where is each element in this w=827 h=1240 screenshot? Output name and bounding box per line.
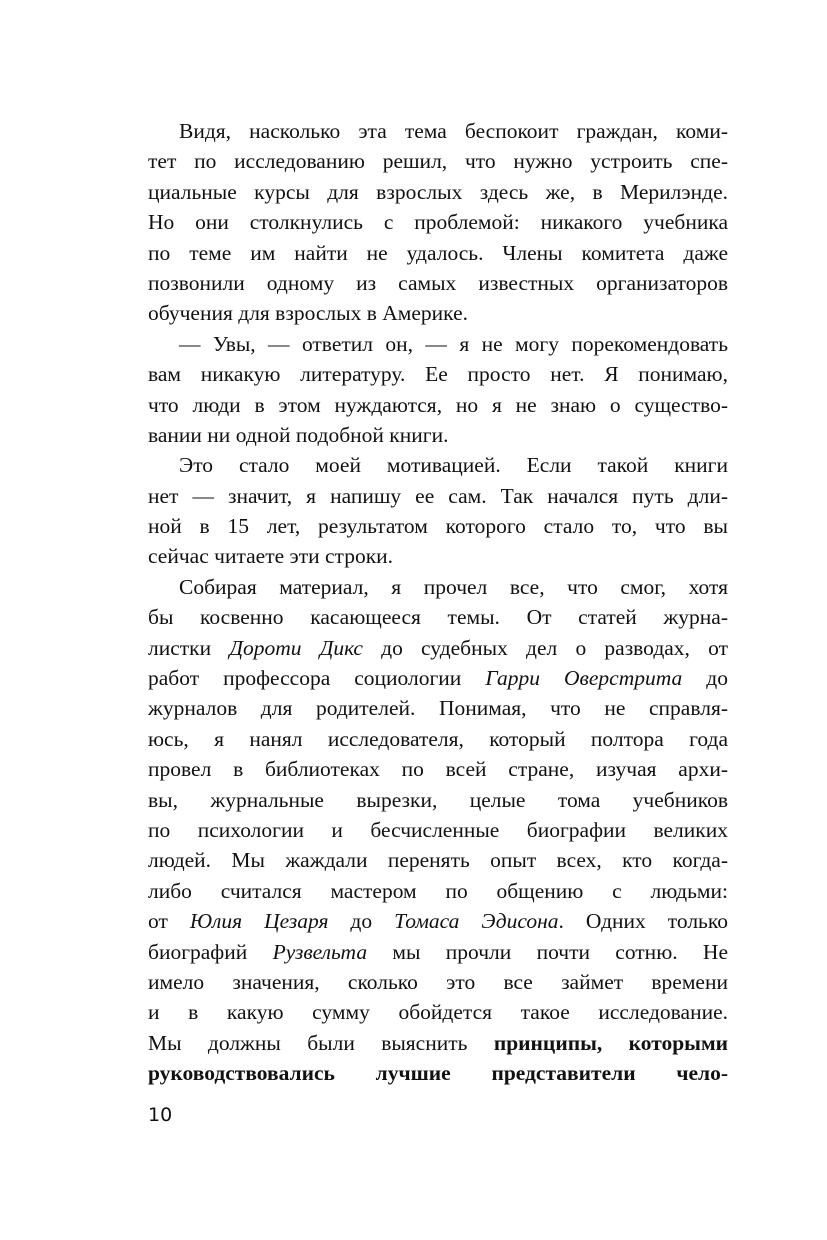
text-run: Мы должны были выяснить	[148, 1030, 494, 1055]
bold-phrase: руководствовались лучшие представители чело-	[148, 1061, 728, 1086]
text-run: до судебных дел о разводах, от	[362, 635, 728, 660]
text-run: циальные курсы для взрослых здесь же, в Мерилэнде.	[148, 179, 728, 204]
text-line	[148, 967, 728, 997]
text-run: работ профессора социологии	[148, 666, 486, 691]
text-line	[148, 1028, 728, 1058]
text-run: имело значения, сколько это все займет времени	[148, 969, 728, 994]
text-line	[148, 724, 728, 754]
text-run: нет — значит, я напишу ее сам. Так начался путь дли-	[148, 483, 728, 508]
text-line	[148, 511, 728, 541]
text-line	[148, 481, 728, 511]
text-run: по теме им найти не удалось. Члены комитета даже	[148, 240, 728, 265]
italic-name: Рузвельта	[272, 939, 368, 964]
text-line	[148, 906, 728, 936]
text-run: по психологии и бесчисленные биографии великих	[148, 817, 728, 842]
text-run: вы, журнальные вырезки, целые тома учебников	[148, 787, 728, 812]
text-line	[148, 1058, 728, 1088]
text-line	[148, 572, 728, 602]
text-run: сейчас читаете эти строки.	[148, 544, 394, 569]
text-line	[148, 997, 728, 1027]
paragraph	[148, 572, 728, 1089]
text-run: провел в библиотеках по всей стране, изучая архи-	[148, 757, 728, 782]
text-line	[148, 876, 728, 906]
text-line	[148, 329, 728, 359]
page-body-text	[148, 116, 728, 1089]
text-line	[148, 116, 728, 146]
italic-name: Томаса Эдисона	[394, 909, 559, 934]
text-line	[148, 420, 728, 450]
text-run: вам никакую литературу. Ее просто нет. Я понимаю,	[148, 362, 728, 387]
text-line	[148, 146, 728, 176]
text-line	[148, 845, 728, 875]
text-run: до	[682, 666, 728, 691]
text-run: либо считался мастером по общению с людьми:	[148, 878, 728, 903]
text-run: до	[328, 909, 395, 934]
text-line	[148, 602, 728, 632]
text-run: листки	[148, 635, 230, 660]
text-line	[148, 238, 728, 268]
paragraph	[148, 450, 728, 572]
text-line	[148, 663, 728, 693]
text-run: позвонили одному из самых известных организаторов	[148, 270, 728, 295]
text-run: журналов для родителей. Понимая, что не справля-	[148, 696, 728, 721]
bold-phrase: принципы, которыми	[493, 1030, 728, 1055]
text-run: Но они столкнулись с проблемой: никакого учебника	[148, 210, 728, 235]
text-line	[148, 359, 728, 389]
text-run: мы прочли почти сотню. Не	[367, 939, 728, 964]
text-run: людей. Мы жаждали перенять опыт всех, кто когда-	[148, 848, 728, 873]
text-run: Это стало моей мотивацией. Если такой книги	[179, 453, 728, 478]
text-run: вании ни одной подобной книги.	[148, 422, 449, 447]
page-number: 10	[148, 1104, 173, 1126]
italic-name: Гарри Оверстрита	[485, 666, 683, 691]
text-line	[148, 785, 728, 815]
text-run: . Одних только	[558, 909, 728, 934]
text-run: биографий	[148, 939, 273, 964]
text-line	[148, 177, 728, 207]
text-line	[148, 207, 728, 237]
text-run: и в какую сумму обойдется такое исследование.	[148, 1000, 728, 1025]
paragraph	[148, 329, 728, 451]
text-line	[148, 541, 728, 571]
italic-name: Юлия Цезаря	[189, 909, 329, 934]
text-run: что люди в этом нуждаются, но я не знаю о существо-	[148, 392, 728, 417]
text-line	[148, 450, 728, 480]
text-run: Собирая материал, я прочел все, что смог, хотя	[179, 574, 728, 599]
text-run: тет по исследованию решил, что нужно устроить спе-	[148, 149, 728, 174]
text-line	[148, 298, 728, 328]
text-run: ной в 15 лет, результатом которого стало то, что вы	[148, 514, 728, 539]
text-run: от	[148, 909, 190, 934]
text-line	[148, 390, 728, 420]
text-line	[148, 693, 728, 723]
text-run: — Увы, — ответил он, — я не могу порекомендовать	[179, 331, 728, 356]
text-run: Видя, насколько эта тема беспокоит граждан, коми-	[179, 119, 728, 143]
text-line	[148, 815, 728, 845]
text-line	[148, 268, 728, 298]
text-run: бы косвенно касающееся темы. От статей журна-	[148, 605, 728, 630]
italic-name: Дороти Дикс	[229, 635, 363, 660]
text-line	[148, 754, 728, 784]
text-line	[148, 633, 728, 663]
paragraph	[148, 116, 728, 329]
text-line	[148, 937, 728, 967]
text-run: обучения для взрослых в Америке.	[148, 301, 468, 326]
text-run: юсь, я нанял исследователя, который полтора года	[148, 726, 728, 751]
